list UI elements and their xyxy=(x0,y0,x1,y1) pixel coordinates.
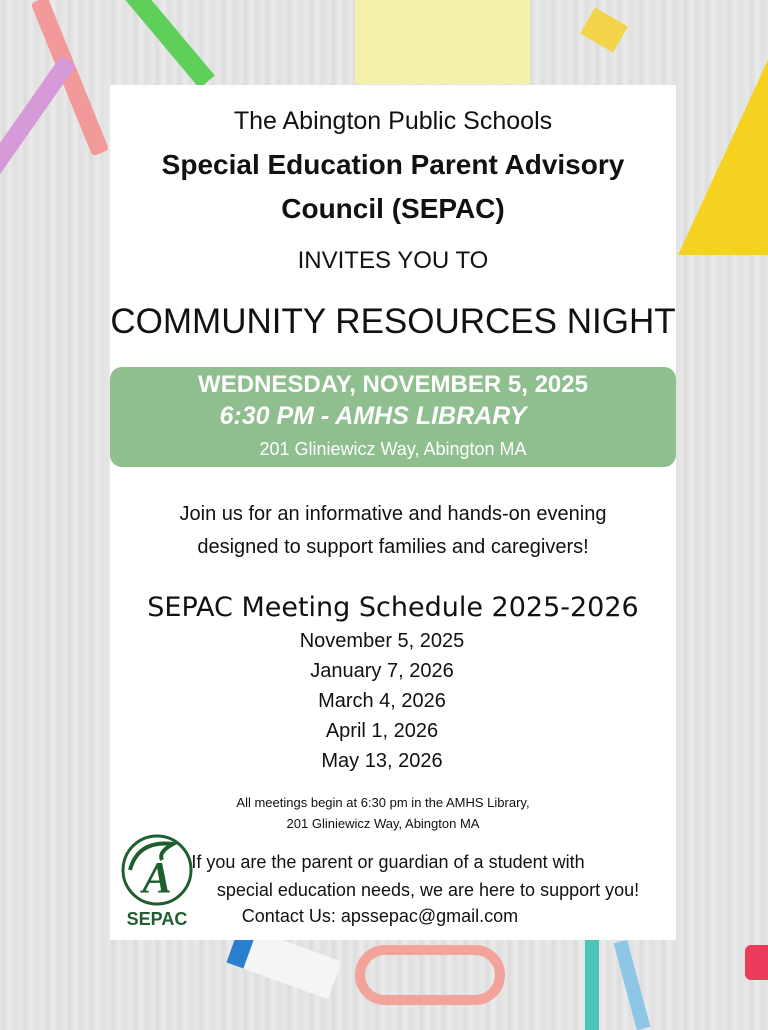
sticky-note xyxy=(355,0,530,84)
pencil-blue xyxy=(614,940,651,1030)
schedule-date: November 5, 2025 xyxy=(299,630,465,652)
event-time-place: 6:30 PM - AMHS LIBRARY xyxy=(219,402,527,430)
chalk-pink xyxy=(31,0,109,156)
ruler-triangle xyxy=(678,60,768,255)
schedule-date: May 13, 2026 xyxy=(321,750,443,772)
chalk-purple xyxy=(0,55,76,188)
scissors xyxy=(355,945,505,1005)
schedule-date: April 1, 2026 xyxy=(325,720,439,742)
marker-green xyxy=(122,0,214,88)
binder-clip xyxy=(580,8,628,53)
invites-text: INVITES YOU TO xyxy=(297,247,489,274)
svg-text:A: A xyxy=(142,853,172,902)
intro-line-1: Join us for an informative and hands-on evening xyxy=(179,503,607,525)
flyer-card xyxy=(110,85,676,940)
council-name: Special Education Parent Advisory Council (SEPAC) xyxy=(161,149,625,224)
meetings-note-1: All meetings begin at 6:30 pm in the AMHS Library, xyxy=(236,795,530,810)
event-details-band xyxy=(110,367,676,467)
pencil-teal xyxy=(585,940,599,1030)
schedule-title: SEPAC Meeting Schedule 2025-2026 xyxy=(147,592,639,623)
contact-email-link[interactable]: Contact Us: apssepac@gmail.com xyxy=(241,906,519,926)
event-address: 201 Gliniewicz Way, Abington MA xyxy=(259,439,527,459)
schedule-date: January 7, 2026 xyxy=(310,660,454,682)
logo-label: SEPAC xyxy=(126,909,188,929)
event-title: COMMUNITY RESOURCES NIGHT xyxy=(110,302,676,341)
org-name: The Abington Public Schools xyxy=(233,107,553,135)
support-line-2: special education needs, we are here to support you! xyxy=(216,880,640,900)
meetings-note-2: 201 Gliniewicz Way, Abington MA xyxy=(286,816,480,831)
event-date: WEDNESDAY, NOVEMBER 5, 2025 xyxy=(198,371,588,398)
support-line-1: If you are the parent or guardian of a student with xyxy=(191,852,585,872)
intro-line-2: designed to support families and caregivers! xyxy=(197,536,589,558)
marker-red xyxy=(745,945,768,980)
schedule-date: March 4, 2026 xyxy=(318,690,446,712)
